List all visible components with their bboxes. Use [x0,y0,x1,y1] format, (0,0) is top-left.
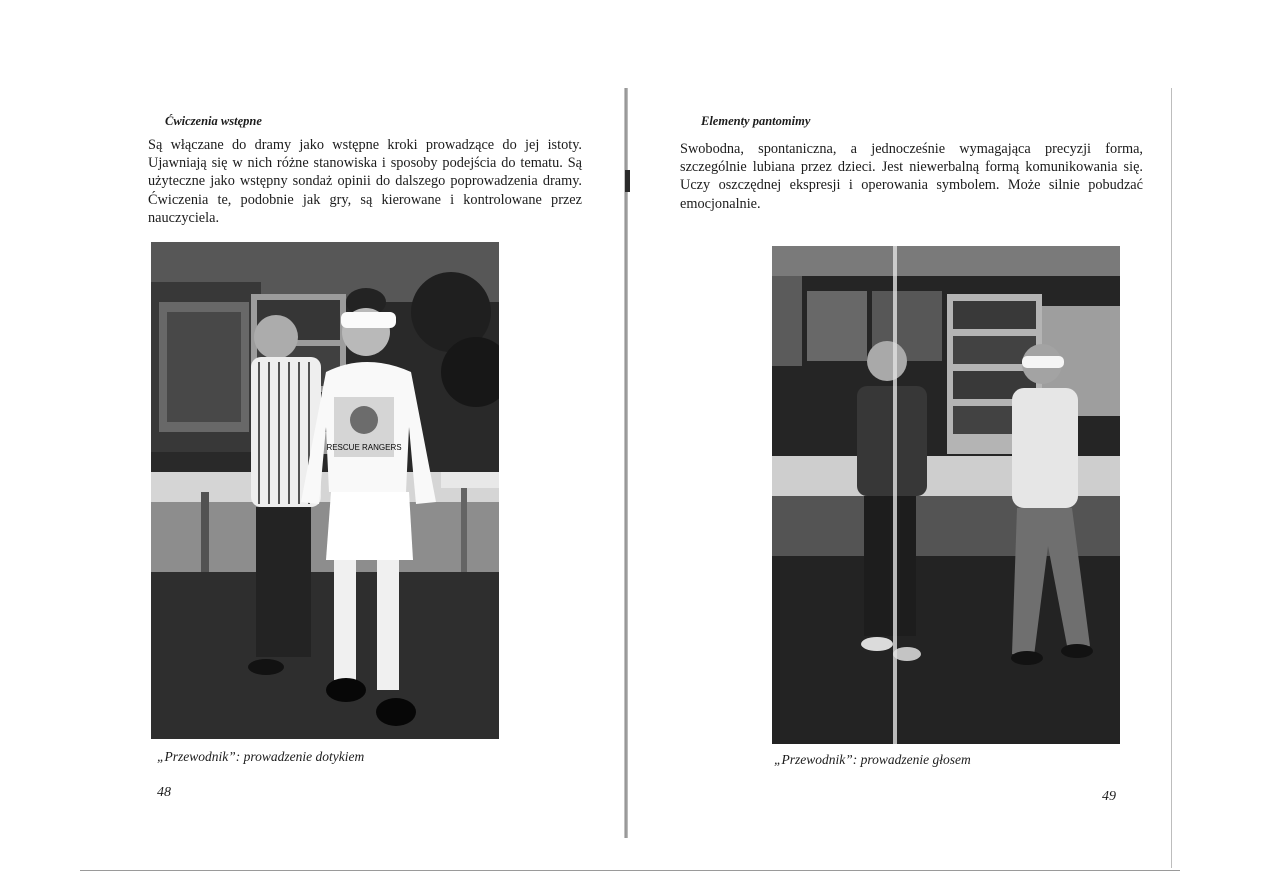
sweatshirt-print: RESCUE RANGERS [326,443,402,452]
photo-touch-guide [151,242,499,739]
right-heading: Elementy pantomimy [701,114,811,128]
left-heading: Ćwiczenia wstępne [165,114,262,128]
left-photo-caption: „Przewodnik”: prowadzenie dotykiem [157,749,365,764]
photo-voice-guide [772,246,1120,744]
right-page [628,0,1263,893]
left-page-number: 48 [157,785,171,800]
left-paragraph: Są włączane do dramy jako wstępne kroki prowadzące do jej istoty. Ujawniają się w nich różne stanowiska i sposoby podejścia do tematu. Są użyteczne jako wstępny sondaż opinii do dalszego poprowadzenia dramy. Ćwiczenia te, podobnie jak gry, są kierowane i kontrolowane przez nauczyciela. [148,137,582,226]
left-page [0,0,628,893]
right-page-number: 49 [1102,789,1116,804]
right-paragraph: Swobodna, spontaniczna, a jednocześnie wymagająca precyzji forma, szczególnie lubiana przez dzieci. Jest niewerbalną formą komunikowania się. Uczy oszczędnej ekspresji i operowania symbolem. Może silnie pobudzać emocjonalnie. [680,141,1143,212]
right-photo-caption: „Przewodnik”: prowadzenie głosem [774,752,971,767]
photo-voice-guide-art [772,246,1120,744]
photo-touch-guide-art [151,242,499,739]
